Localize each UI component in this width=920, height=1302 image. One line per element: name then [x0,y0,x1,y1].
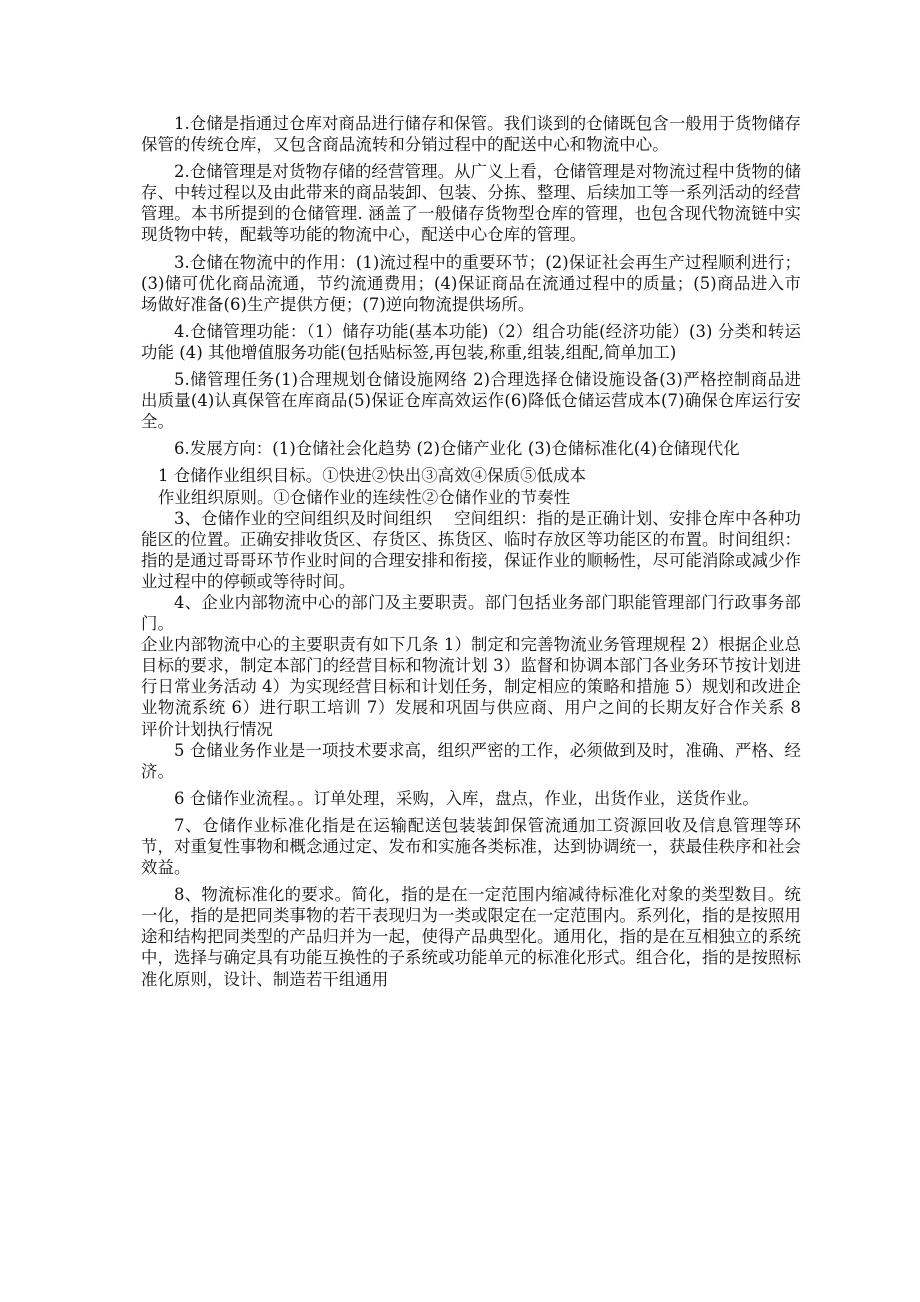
paragraph-logistics-duties: 企业内部物流中心的主要职责有如下几条 1）制定和完善物流业务管理规程 2）根据企业总目标的要求，制定本部门的经营目标和物流计划 3）监督和协调本部门各业务环节按计划进行日常业务活动 4）为实现经营目标和计划任务，制定相应的策略和措施 5）规划和改进企业物流系统 6）进行职工培训 7）发展和巩固与供应商、用户之间的长期友好合作关系 8 评价计划执行情况 [141,635,801,739]
paragraph-operation-standardization: 7、仓储作业标准化指是在运输配送包装装卸保管流通加工资源回收及信息管理等环节，对重复性事物和概念通过定、发布和实施各类标准，达到协调统一，获最佳秩序和社会效益。 [141,815,801,878]
paragraph-space-time-organization: 3、仓储作业的空间组织及时间组织 空间组织：指的是正确计划、安排仓库中各种功能区的位置。正确安排收货区、存货区、拣货区、临时存放区等功能区的布置。时间组织：指的是通过哥哥环节作业时间的合理安排和衔接，保证作业的顺畅性，尽可能消除或减少作业过程中的停顿或等待时间。 [141,508,801,591]
paragraph-storage-role: 3.仓储在物流中的作用：(1)流过程中的重要环节；(2)保证社会再生产过程顺利进行；(3)储可优化商品流通，节约流通费用；(4)保证商品在流通过程中的质量；(5)商品进入市场做好准备(6)生产提供方便；(7)逆向物流提供场所。 [141,252,801,314]
paragraph-operation-process: 6 仓储作业流程。。订单处理，采购，入库，盘点，作业，出货作业，送货作业。 [174,788,759,808]
paragraph-organization-principles: 作业组织原则。①仓储作业的连续性②仓储作业的节奏性 [158,487,571,507]
paragraph-management-tasks: 5.储管理任务(1)合理规划仓储设施网络 2)合理选择仓储设施设备(3)严格控制商品进出质量(4)认真保管在库商品(5)保证仓库高效运作(6)降低仓储运营成本(7)确保仓库运行安全。 [141,370,801,432]
document-page [141,113,801,992]
paragraph-storage-functions: 4.仓储管理功能：（1）储存功能(基本功能)（2）组合功能(经济功能）(3) 分类和转运功能 (4) 其他增值服务功能(包括贴标签,再包装,称重,组装,组配,简单加工) [141,321,801,362]
paragraph-storage-definition: 1.仓储是指通过仓库对商品进行储存和保管。我们谈到的仓储既包含一般用于货物储存保管的传统仓库，又包含商品流转和分销过程中的配送中心和物流中心。 [141,114,801,155]
paragraph-logistics-standardization: 8、物流标准化的要求。简化，指的是在一定范围内缩减待标准化对象的类型数目。统一化，指的是把同类事物的若干表现归为一类或限定在一定范围内。系列化，指的是按照用途和结构把同类型的产品归并为一起，使得产品典型化。通用化，指的是在互相独立的系统中，选择与确定具有功能互换性的子系统或功能单元的标准化形式。组合化，指的是按照标准化原则，设计、制造若干组通用 [141,885,801,989]
paragraph-organization-goals: 1 仓储作业组织目标。①快进②快出③高效④保质⑤低成本 [158,466,587,486]
paragraph-storage-management: 2.仓储管理是对货物存储的经营管理。从广义上看，仓储管理是对物流过程中货物的储存、中转过程以及由此带来的商品装卸、包装、分拣、整理、后续加工等一系列活动的经营管理。本书所提到的仓储管理. 涵盖了一般储存货物型仓库的管理，也包含现代物流链中实现货物中转，配载等功能的物流中心，配送中心仓库的管理。 [141,162,801,245]
paragraph-development-direction: 6.发展方向：(1)仓储社会化趋势 (2)仓储产业化 (3)仓储标准化(4)仓储现代化 [174,439,740,459]
paragraph-logistics-departments: 4、企业内部物流中心的部门及主要职责。部门包括业务部门职能管理部门行政事务部门。 [141,592,801,634]
paragraph-warehouse-operations: 5 仓储业务作业是一项技术要求高，组织严密的工作，必须做到及时，准确、严格、经济。 [141,740,801,781]
